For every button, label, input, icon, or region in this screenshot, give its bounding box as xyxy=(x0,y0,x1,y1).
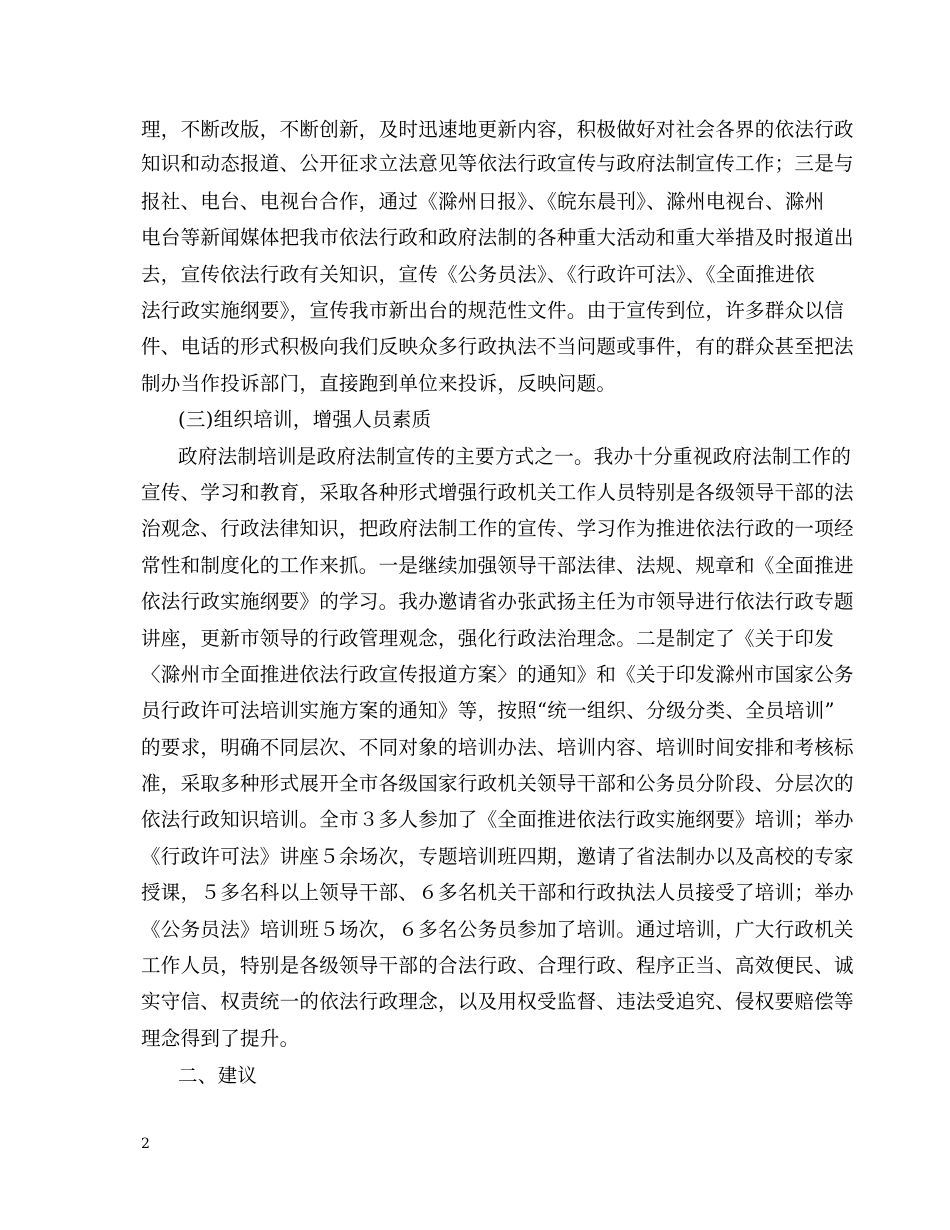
paragraph-line: 工作人员，特别是各级领导干部的合法行政、合理行政、程序正当、高效便民、诚 xyxy=(141,954,854,977)
paragraph-line: 政府法制培训是政府法制宣传的主要方式之一。我办十分重视政府法制工作的 xyxy=(178,445,852,468)
paragraph-line: 准，采取多种形式展开全市各级国家行政机关领导干部和公务员分阶段、分层次的 xyxy=(141,772,854,795)
section-heading: 二、建议 xyxy=(178,1064,258,1087)
paragraph-line: 宣传、学习和教育，采取各种形式增强行政机关工作人员特别是各级领导干部的法 xyxy=(141,481,854,504)
paragraph-line: 员行政许可法培训实施方案的通知》等，按照“统一组织、分级分类、全员培训” xyxy=(141,699,835,722)
paragraph-line: 依法行政知识培训。全市３多人参加了《全面推进依法行政实施纲要》培训；举办 xyxy=(141,808,854,831)
paragraph-line: 常性和制度化的工作来抓。一是继续加强领导干部法律、法规、规章和《全面推进 xyxy=(141,554,854,577)
paragraph-line: 件、电话的形式积极向我们反映众多行政执法不当问题或事件，有的群众甚至把法 xyxy=(141,335,854,358)
paragraph-line: 理念得到了提升。 xyxy=(141,1027,300,1050)
paragraph-line: 报社、电台、电视台合作，通过《滁州日报》、《皖东晨刊》、滁州电视台、滁州 xyxy=(141,190,825,213)
section-heading: (三)组织培训，增强人员素质 xyxy=(178,408,432,431)
paragraph-line: 〈滁州市全面推进依法行政宣传报道方案〉的通知》和《关于印发滁州市国家公务 xyxy=(141,663,854,686)
paragraph-line: 制办当作投诉部门，直接跑到单位来投诉，反映问题。 xyxy=(141,372,617,395)
paragraph-line: 知识和动态报道、公开征求立法意见等依法行政宣传与政府法制宣传工作；三是与 xyxy=(141,152,854,175)
paragraph-line: 电台等新闻媒体把我市依法行政和政府法制的各种重大活动和重大举措及时报道出 xyxy=(141,226,854,249)
page-number: 2 xyxy=(141,1136,150,1152)
paragraph-line: 的要求，明确不同层次、不同对象的培训办法、培训内容、培训时间安排和考核标 xyxy=(141,736,854,759)
paragraph-line: 法行政实施纲要》，宣传我市新出台的规范性文件。由于宣传到位，许多群众以信 xyxy=(141,299,845,322)
paragraph-line: 去，宣传依法行政有关知识，宣传《公务员法》、《行政许可法》、《全面推进依 xyxy=(141,263,815,286)
paragraph-line: 治观念、行政法律知识，把政府法制工作的宣传、学习作为推进依法行政的一项经 xyxy=(141,517,854,540)
paragraph-line: 讲座，更新市领导的行政管理观念，强化行政法治理念。二是制定了《关于印发 xyxy=(141,627,835,650)
paragraph-line: 理，不断改版，不断创新，及时迅速地更新内容，积极做好对社会各界的依法行政 xyxy=(141,118,854,141)
paragraph-line: 依法行政实施纲要》的学习。我办邀请省办张武扬主任为市领导进行依法行政专题 xyxy=(141,590,854,613)
paragraph-line: 实守信、权责统一的依法行政理念，以及用权受监督、违法受追究、侵权要赔偿等 xyxy=(141,990,854,1013)
paragraph-line: 《公务员法》培训班５场次，６多名公务员参加了培训。通过培训，广大行政机关 xyxy=(141,918,854,941)
paragraph-line: 《行政许可法》讲座５余场次，专题培训班四期，邀请了省法制办以及高校的专家 xyxy=(141,845,854,868)
paragraph-line: 授课，５多名科以上领导干部、６多名机关干部和行政执法人员接受了培训；举办 xyxy=(141,881,854,904)
